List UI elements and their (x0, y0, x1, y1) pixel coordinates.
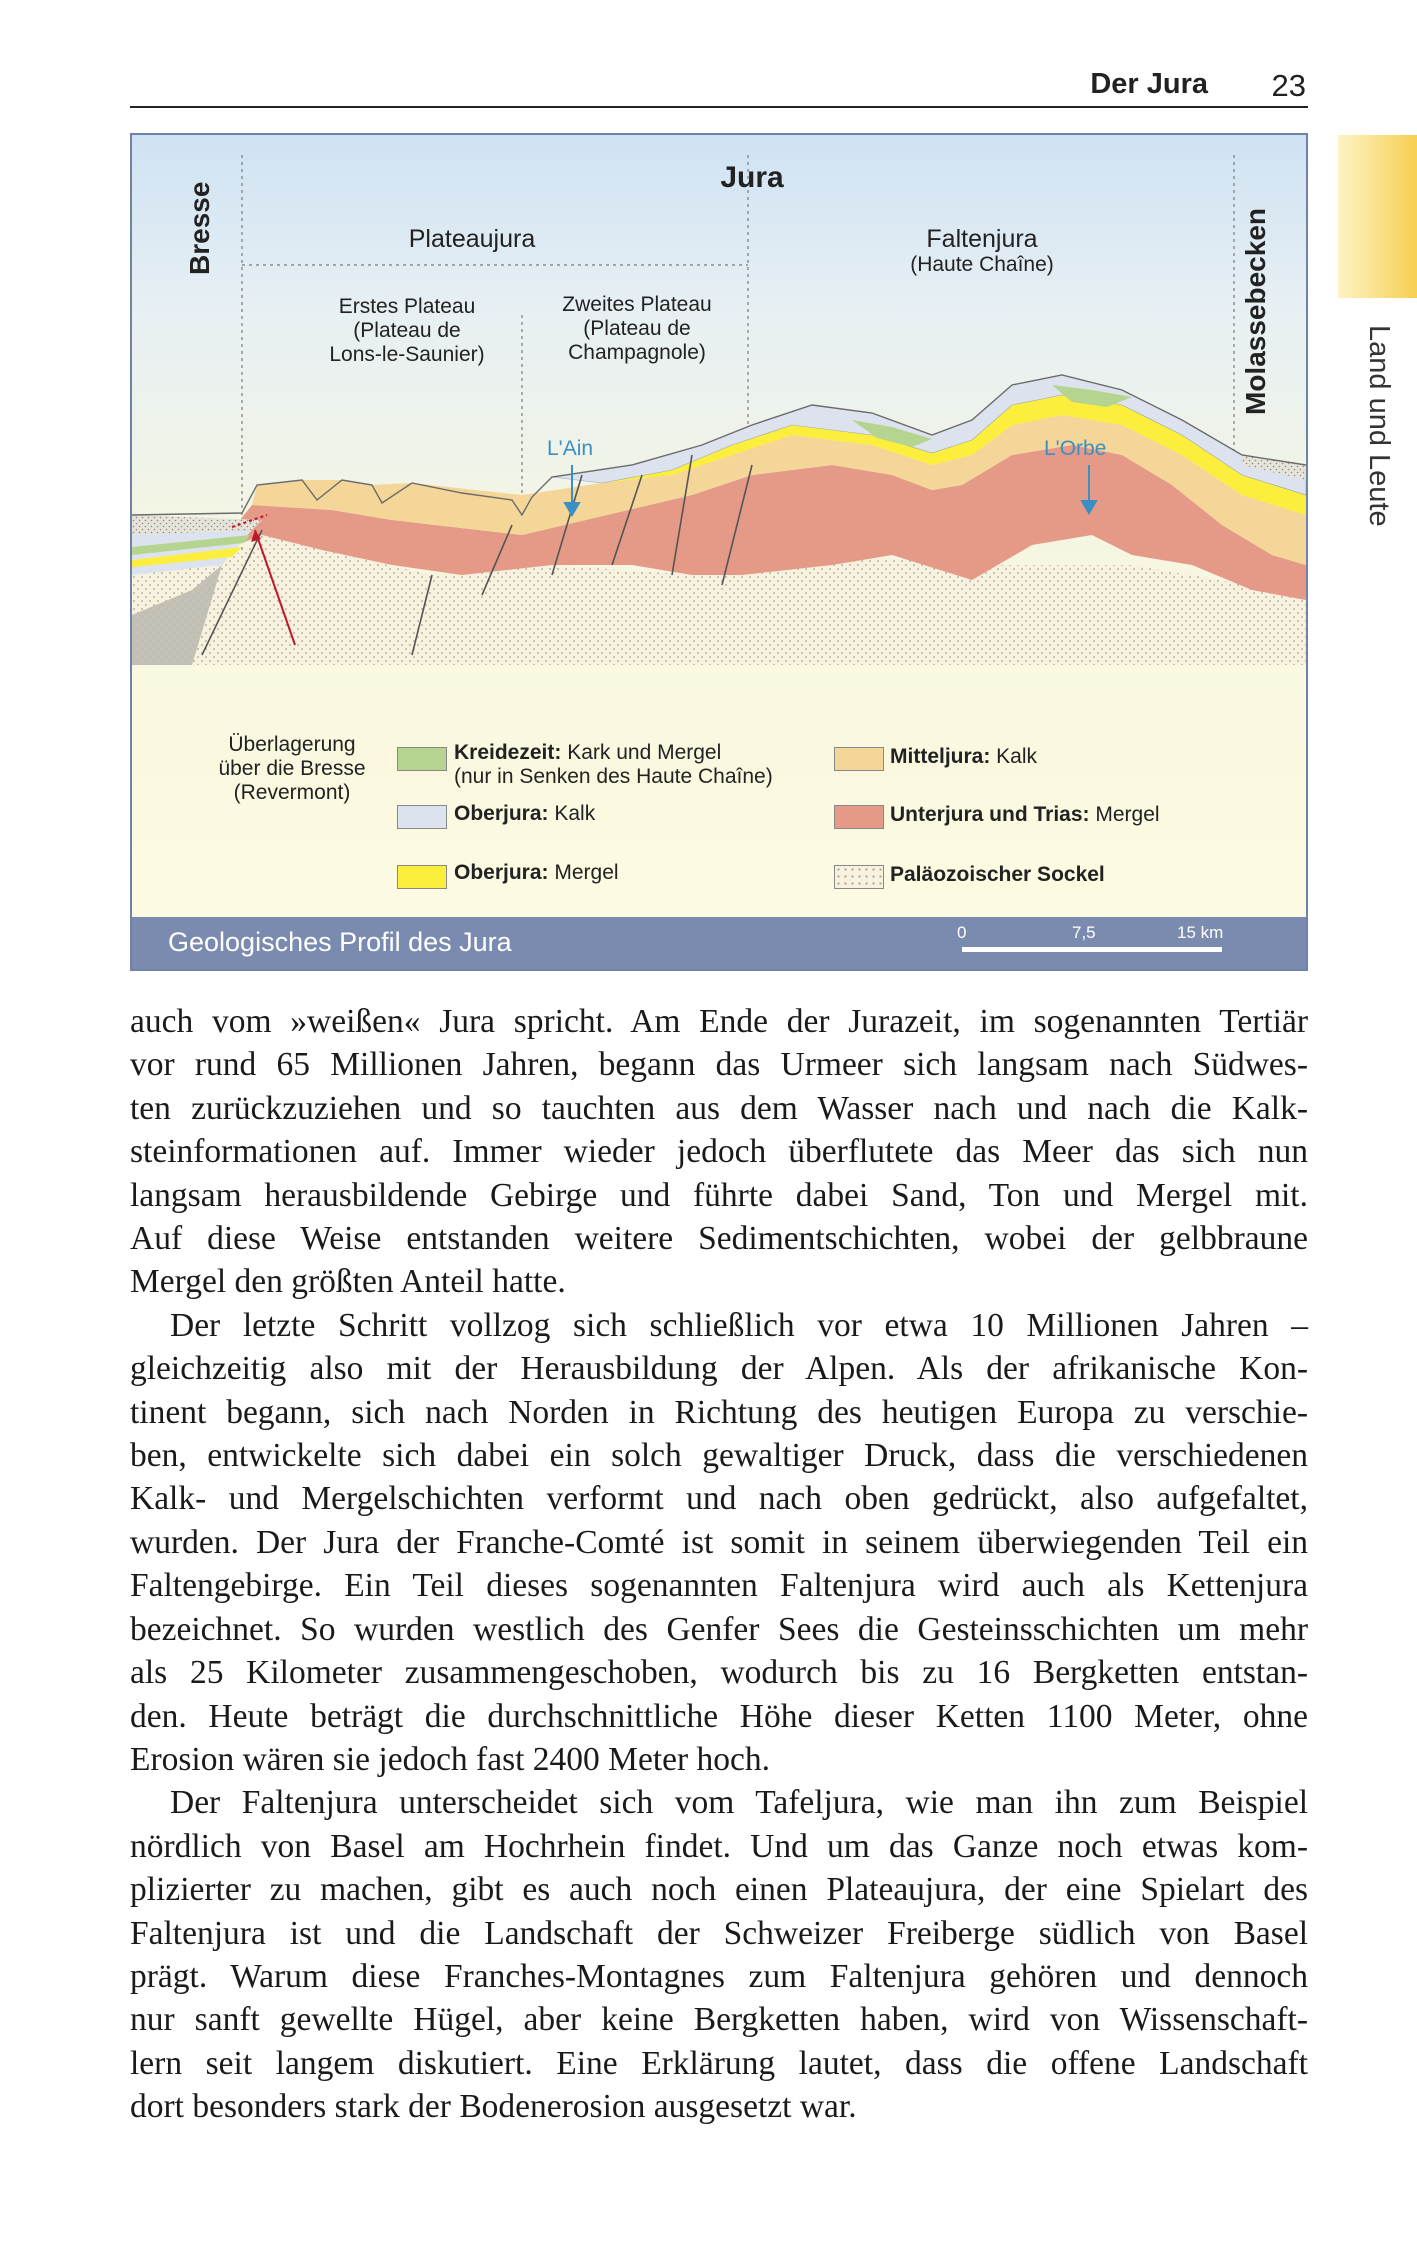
body-line: Erosion wären sie jedoch fast 2400 Meter hoch. (130, 1740, 771, 1778)
chapter-tab (1338, 135, 1417, 298)
legend-oberjura-mergel: Oberjura: Mergel (454, 861, 619, 884)
body-line: auch vom »weißen« Jura spricht. Am Ende der Jurazeit, im sogenannten Tertiär (130, 1003, 1308, 1040)
legend-mitteljura: Mitteljura: Kalk (890, 745, 1038, 768)
body-text (130, 1000, 1308, 2129)
running-header (130, 68, 1308, 108)
label-bresse: Bresse (184, 181, 215, 275)
body-line: langsam herausbildende Gebirge und führte dabei Sand, Ton und Mergel mit. (130, 1176, 1308, 1214)
body-line: tinent begann, sich nach Norden in Richtung des heutigen Europa zu verschie- (130, 1393, 1308, 1431)
scale-bar (957, 923, 1227, 963)
label-revermont-note: Überlagerung über die Bresse (Revermont) (218, 733, 366, 804)
page-number: 23 (1271, 68, 1306, 103)
body-line: Faltenjura ist und die Landschaft der Schweizer Freiberge südlich von Basel (130, 1914, 1308, 1952)
legend-kreide: Kreidezeit: Kark und Mergel (454, 741, 722, 764)
body-line: dort besonders stark der Bodenerosion ausgesetzt war. (130, 2088, 857, 2126)
legend-swatch-mitteljura (834, 747, 884, 771)
label-plateaujura: Plateaujura (408, 225, 536, 253)
body-line: nur sanft gewellte Hügel, aber keine Bergketten haben, wird von Wissenschaft- (130, 2001, 1308, 2039)
label-erstes-plateau: Erstes Plateau (Plateau de Lons-le-Saunier) (329, 295, 485, 366)
legend-oberjura-kalk: Oberjura: Kalk (454, 802, 596, 825)
body-line: ten zurückzuziehen und so tauchten aus dem Wasser nach und nach die Kalk- (130, 1089, 1308, 1127)
body-line: plizierter zu machen, gibt es auch noch einen Plateaujura, der eine Spielart des (130, 1871, 1308, 1909)
label-haute-chaine: (Haute Chaîne) (910, 253, 1054, 276)
scale-label-0: 0 (957, 923, 967, 942)
scale-label-mid: 7,5 (1072, 923, 1096, 942)
body-line: wurden. Der Jura der Franche-Comté ist somit in seinem überwiegenden Teil ein (130, 1523, 1308, 1561)
body-line: Der letzte Schritt vollzog sich schließlich vor etwa 10 Millionen Jahren – (170, 1306, 1308, 1344)
legend-swatch-oberjura-kalk (397, 805, 447, 829)
legend-swatch-oberjura-mergel (397, 865, 447, 889)
section-title: Der Jura (1090, 68, 1208, 100)
geological-profile-figure (130, 133, 1308, 971)
body-line: als 25 Kilometer zusammengeschoben, wodurch bis zu 16 Bergketten entstan- (130, 1654, 1308, 1692)
label-river-ain: L'Ain (547, 437, 594, 460)
scale-label-end: 15 km (1177, 923, 1224, 942)
legend-swatch-sockel (834, 865, 884, 889)
body-line: ben, entwickelte sich dabei ein solch gewaltiger Druck, dass die verschiedenen (130, 1437, 1308, 1475)
figure-caption: Geologisches Profil des Jura (168, 927, 512, 957)
body-line: Auf diese Weise entstanden weitere Sedimentschichten, wobei der gelbbraune (130, 1220, 1308, 1258)
legend-kreide-note: (nur in Senken des Haute Chaîne) (454, 765, 773, 788)
body-line: den. Heute beträgt die durchschnittliche Höhe dieser Ketten 1100 Meter, ohne (130, 1697, 1308, 1735)
label-faltenjura: Faltenjura (926, 225, 1038, 253)
body-line: Der Faltenjura unterscheidet sich vom Tafeljura, wie man ihn zum Beispiel (170, 1784, 1308, 1822)
legend-swatch-unterjura (834, 805, 884, 829)
body-line: prägt. Warum diese Franches-Montagnes zum Faltenjura gehören und dennoch (130, 1957, 1308, 1995)
body-line: gleichzeitig also mit der Herausbildung der Alpen. Als der afrikanische Kon- (130, 1350, 1308, 1388)
body-line: Kalk- und Mergelschichten verformt und nach oben gedrückt, also aufgefaltet, (130, 1480, 1308, 1518)
body-line: lern seit langem diskutiert. Eine Erklärung lautet, dass die offene Landschaft (130, 2044, 1308, 2082)
label-river-orbe: L'Orbe (1044, 437, 1107, 460)
figure-caption-bar (132, 917, 1306, 969)
body-line: vor rund 65 Millionen Jahren, begann das Urmeer sich langsam nach Südwes- (130, 1046, 1308, 1084)
legend-unterjura: Unterjura und Trias: Mergel (890, 803, 1160, 826)
legend-swatch-kreide (397, 747, 447, 771)
body-line: nördlich von Basel am Hochrhein findet. Und um das Ganze noch etwas kom- (130, 1827, 1308, 1865)
body-line: bezeichnet. So wurden westlich des Genfer Sees die Gesteinsschichten um mehr (130, 1610, 1308, 1648)
scale-line (962, 947, 1222, 952)
legend-sockel: Paläozoischer Sockel (890, 863, 1105, 886)
body-line: steinformationen auf. Immer wieder jedoch überflutete das Meer das sich nun (130, 1133, 1308, 1171)
label-zweites-plateau: Zweites Plateau (Plateau de Champagnole) (562, 293, 712, 364)
label-jura: Jura (720, 161, 784, 194)
label-molassebecken: Molassebecken (1240, 208, 1271, 415)
body-line: Mergel den größten Anteil hatte. (130, 1263, 566, 1301)
body-line: Faltengebirge. Ein Teil dieses sogenannten Faltenjura wird auch als Kettenjura (130, 1567, 1308, 1605)
chapter-label: Land und Leute (1363, 325, 1395, 527)
